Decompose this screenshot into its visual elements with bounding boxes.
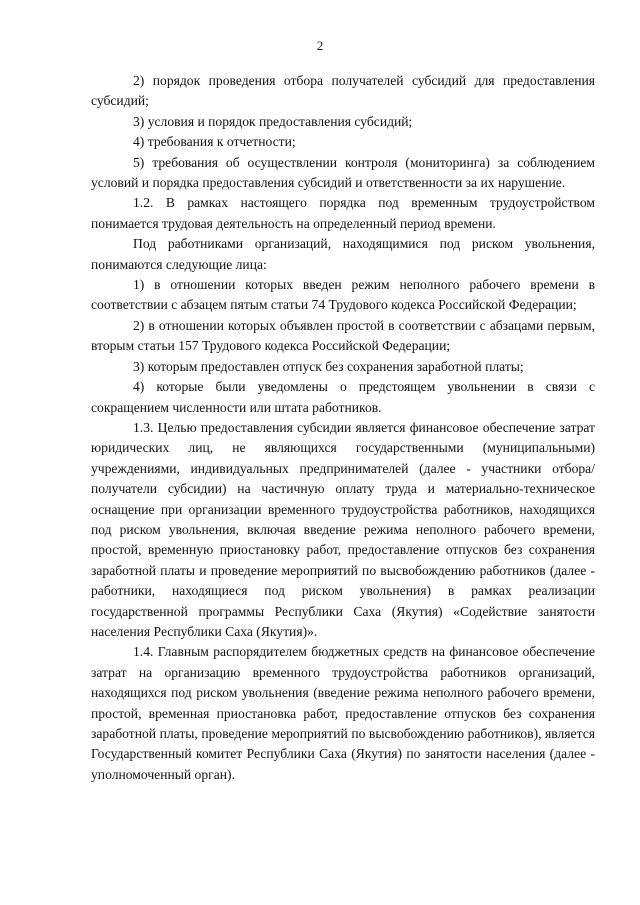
paragraph-item-2: 2) порядок проведения отбора получателей субсидий для предоставления субсидий; bbox=[91, 73, 595, 109]
paragraph-sub-3: 3) которым предоставлен отпуск без сохранения заработной платы; bbox=[133, 358, 524, 374]
paragraph-item-3: 3) условия и порядок предоставления субсидий; bbox=[133, 113, 413, 129]
document-body bbox=[91, 71, 595, 785]
paragraph-1-4: 1.4. Главным распорядителем бюджетных средств на финансовое обеспечение затрат на организацию временного трудоустройства работников организаций, находящихся под риском увольнения (введение режима неполного рабочего времени, простой, временная приостановка работ, предоставление отпусков без сохранения заработной платы, проведение мероприятий по высвобождению работников), является Государственный комитет Республики Саха (Якутия) по занятости населения (далее - уполномоченный орган). bbox=[91, 644, 595, 782]
paragraph-item-4: 4) требования к отчетности; bbox=[133, 134, 296, 150]
paragraph-1-2: 1.2. В рамках настоящего порядка под временным трудоустройством понимается трудовая деятельность на определенный период времени. bbox=[91, 195, 595, 231]
paragraph-item-5: 5) требования об осуществлении контроля (мониторинга) за соблюдением условий и порядка предоставления субсидий и ответственности за их нарушение. bbox=[91, 154, 595, 191]
paragraph-1-3: 1.3. Целью предоставления субсидии является финансовое обеспечение затрат юридических лиц, не являющихся государственными (муниципальными) учреждениями, индивидуальных предпринимателей (далее - участники отбора/получатели субсидии) на частичную оплату труда и материально-техническое оснащение при организации временного трудоустройства работников, находящихся под риском увольнения, включая введение режима неполного рабочего времени, простой, временную приостановку работ, предоставление отпусков без сохранения заработной платы и проведение мероприятий по высвобождению работников (далее - работники, находящиеся под риском увольнения) в рамках реализации государственной программы Республики Саха (Якутия) «Содействие занятости населения Республики Саха (Якутия)». bbox=[91, 419, 595, 639]
paragraph-sub-2: 2) в отношении которых объявлен простой в соответствии с абзацами первым, вторым статьи 157 Трудового кодекса Российской Федерации; bbox=[91, 317, 595, 354]
paragraph-sub-4: 4) которые были уведомлены о предстоящем увольнении в связи с сокращением численности или штата работников. bbox=[91, 379, 595, 415]
paragraph-sub-1: 1) в отношении которых введен режим неполного рабочего времени в соответствии с абзацем пятым статьи 74 Трудового кодекса Российской Федерации; bbox=[91, 277, 595, 313]
page-number: 2 bbox=[316, 38, 324, 53]
paragraph-workers-definition: Под работниками организаций, находящимися под риском увольнения, понимаются следующие лица: bbox=[91, 236, 595, 272]
